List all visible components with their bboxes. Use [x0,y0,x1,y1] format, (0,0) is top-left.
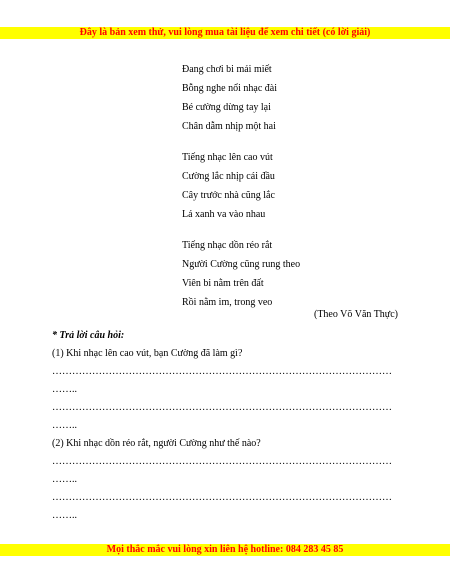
poem-stanza-1 [182,60,412,136]
poem-line: Người Cường cũng rung theo [182,259,301,270]
poem-line: Cây trước nhà cũng lắc [182,190,275,201]
questions-section [52,327,398,525]
questions-heading: * Trả lời câu hỏi: [52,330,125,341]
header-banner [0,27,450,39]
footer-banner-text: Mọi thắc mắc vui lòng xin liên hệ hotline: 084 283 45 85 [106,544,344,555]
footer-banner [0,544,450,556]
poem [182,60,412,324]
poem-line: Đang chơi bi mải miết [182,64,272,75]
question-text: (2) Khi nhạc dồn réo rắt, người Cường như thế nào? [52,438,261,449]
answer-line[interactable]: …….. [52,510,77,521]
poem-line: Rồi nằm im, trong veo [182,297,273,308]
poem-stanza-3 [182,236,412,312]
answer-line[interactable]: ………………………………………………………………………………………… [52,492,392,503]
answer-line[interactable]: …….. [52,420,77,431]
poem-line: Lá xanh va vào nhau [182,209,266,220]
poem-line: Cường lắc nhịp cái đầu [182,171,275,182]
answer-line[interactable]: ………………………………………………………………………………………… [52,402,392,413]
poem-line: Viên bi nằm trên đất [182,278,264,289]
answer-line[interactable]: …….. [52,474,77,485]
answer-line[interactable]: …….. [52,384,77,395]
poem-line: Tiếng nhạc lên cao vút [182,152,273,163]
header-banner-text: Đây là bản xem thử, vui lòng mua tài liệu để xem chi tiết (có lời giải) [79,27,371,38]
poem-line: Chân dẫm nhịp một hai [182,121,276,132]
question-1 [52,345,398,435]
poem-line: Bỗng nghe nổi nhạc đài [182,83,277,94]
question-2 [52,435,398,525]
poem-stanza-2 [182,148,412,224]
answer-line[interactable]: ………………………………………………………………………………………… [52,456,392,467]
question-text: (1) Khi nhạc lên cao vút, bạn Cường đã làm gì? [52,348,243,359]
poem-attribution: (Theo Võ Văn Thực) [313,309,398,320]
poem-line: Bé cường dừng tay lại [182,102,271,113]
answer-line[interactable]: ………………………………………………………………………………………… [52,366,392,377]
poem-line: Tiếng nhạc dồn réo rắt [182,240,273,251]
